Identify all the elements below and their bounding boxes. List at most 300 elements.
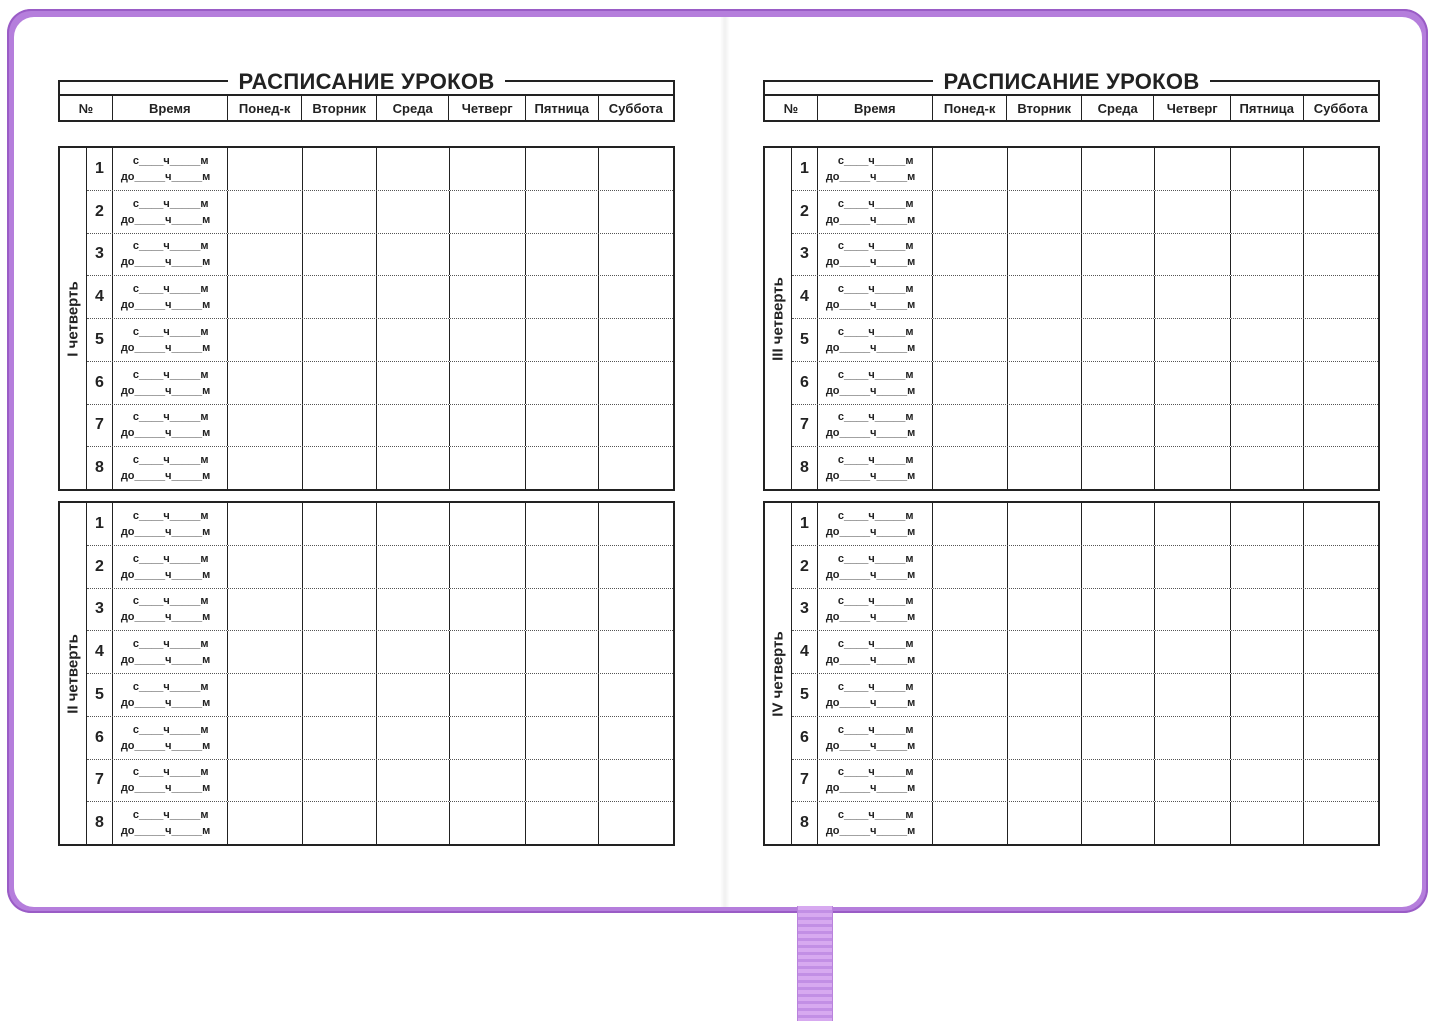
subject-cell[interactable] [1008, 503, 1082, 545]
subject-cell[interactable] [228, 319, 302, 361]
subject-cell[interactable] [526, 234, 599, 276]
subject-cell[interactable] [377, 447, 450, 489]
time-end: до_____ч_____м [120, 611, 211, 624]
time-field[interactable] [818, 148, 933, 190]
subject-cell[interactable] [1304, 760, 1378, 802]
time-field[interactable] [818, 631, 933, 673]
subject-cell[interactable] [450, 546, 526, 588]
time-start: с____ч_____м [837, 723, 914, 736]
time-field[interactable] [113, 191, 228, 233]
subject-cell[interactable] [1082, 503, 1155, 545]
subject-cell[interactable] [1082, 234, 1155, 276]
subject-cell[interactable] [377, 631, 450, 673]
lesson-number: 4 [792, 276, 818, 318]
subject-cell[interactable] [1008, 802, 1082, 844]
subject-cell[interactable] [1231, 589, 1304, 631]
subject-cell[interactable] [1304, 319, 1378, 361]
time-field[interactable] [113, 631, 228, 673]
subject-cell[interactable] [303, 148, 377, 190]
subject-cell[interactable] [1155, 405, 1231, 447]
time-field[interactable] [113, 362, 228, 404]
subject-cell[interactable] [526, 362, 599, 404]
subject-cell[interactable] [1304, 276, 1378, 318]
lesson-row [87, 760, 673, 803]
subject-cell[interactable] [1155, 362, 1231, 404]
time-start: с____ч_____м [837, 680, 914, 693]
subject-cell[interactable] [1082, 674, 1155, 716]
subject-cell[interactable] [933, 148, 1007, 190]
time-start: с____ч_____м [132, 368, 209, 381]
time-field[interactable] [818, 319, 933, 361]
subject-cell[interactable] [303, 503, 377, 545]
subject-cell[interactable] [1155, 503, 1231, 545]
subject-cell[interactable] [1155, 760, 1231, 802]
lesson-row [87, 234, 673, 277]
subject-cell[interactable] [1231, 234, 1304, 276]
subject-cell[interactable] [1082, 589, 1155, 631]
subject-cell[interactable] [1155, 717, 1231, 759]
subject-cell[interactable] [228, 234, 302, 276]
time-field[interactable] [113, 802, 228, 844]
time-field[interactable] [818, 405, 933, 447]
schedule-title-row [58, 70, 675, 94]
lesson-row [87, 405, 673, 448]
subject-cell[interactable] [599, 405, 673, 447]
lesson-number: 7 [792, 760, 818, 802]
subject-cell[interactable] [228, 405, 302, 447]
subject-cell[interactable] [303, 760, 377, 802]
time-field[interactable] [113, 276, 228, 318]
time-start: с____ч_____м [132, 509, 209, 522]
subject-cell[interactable] [526, 674, 599, 716]
subject-cell[interactable] [933, 447, 1007, 489]
subject-cell[interactable] [933, 276, 1007, 318]
subject-cell[interactable] [1008, 234, 1082, 276]
subject-cell[interactable] [526, 717, 599, 759]
subject-cell[interactable] [450, 234, 526, 276]
lesson-row [87, 148, 673, 191]
lesson-number: 4 [87, 276, 113, 318]
lesson-row [792, 148, 1378, 191]
subject-cell[interactable] [303, 319, 377, 361]
subject-cell[interactable] [1231, 503, 1304, 545]
subject-cell[interactable] [1304, 191, 1378, 233]
lesson-row [87, 589, 673, 632]
subject-cell[interactable] [228, 148, 302, 190]
subject-cell[interactable] [1304, 717, 1378, 759]
subject-cell[interactable] [1082, 148, 1155, 190]
time-field[interactable] [113, 148, 228, 190]
subject-cell[interactable] [228, 546, 302, 588]
time-start: с____ч_____м [837, 411, 914, 424]
quarter-label: II четверть [64, 633, 82, 714]
subject-cell[interactable] [303, 191, 377, 233]
subject-cell[interactable] [599, 589, 673, 631]
time-field[interactable] [113, 674, 228, 716]
subject-cell[interactable] [526, 802, 599, 844]
subject-cell[interactable] [1008, 319, 1082, 361]
subject-cell[interactable] [1231, 631, 1304, 673]
subject-cell[interactable] [1082, 760, 1155, 802]
lesson-row [792, 546, 1378, 589]
lesson-number: 4 [87, 631, 113, 673]
subject-cell[interactable] [1082, 191, 1155, 233]
subject-cell[interactable] [933, 405, 1007, 447]
subject-cell[interactable] [933, 802, 1007, 844]
time-end: до_____ч_____м [120, 782, 211, 795]
time-start: с____ч_____м [837, 240, 914, 253]
subject-cell[interactable] [450, 362, 526, 404]
subject-cell[interactable] [377, 234, 450, 276]
time-field[interactable] [113, 717, 228, 759]
subject-cell[interactable] [933, 546, 1007, 588]
subject-cell[interactable] [526, 447, 599, 489]
subject-cell[interactable] [1008, 546, 1082, 588]
time-start: с____ч_____м [132, 766, 209, 779]
time-start: с____ч_____м [837, 368, 914, 381]
time-field[interactable] [818, 276, 933, 318]
time-end: до_____ч_____м [120, 427, 211, 440]
time-field[interactable] [113, 589, 228, 631]
lesson-row [87, 802, 673, 844]
subject-cell[interactable] [526, 276, 599, 318]
schedule-header [763, 94, 1380, 122]
lesson-number: 6 [792, 362, 818, 404]
subject-cell[interactable] [1008, 148, 1082, 190]
subject-cell[interactable] [1231, 717, 1304, 759]
subject-cell[interactable] [1155, 447, 1231, 489]
quarter-label: I четверть [64, 280, 82, 357]
subject-cell[interactable] [599, 717, 673, 759]
subject-cell[interactable] [933, 717, 1007, 759]
subject-cell[interactable] [303, 802, 377, 844]
lesson-row [792, 405, 1378, 448]
subject-cell[interactable] [526, 631, 599, 673]
subject-cell[interactable] [1155, 148, 1231, 190]
subject-cell[interactable] [599, 674, 673, 716]
quarter-label-cell [60, 148, 87, 489]
time-field[interactable] [113, 405, 228, 447]
subject-cell[interactable] [1082, 802, 1155, 844]
time-end: до_____ч_____м [825, 341, 916, 354]
lesson-number: 3 [87, 589, 113, 631]
lesson-number: 1 [87, 148, 113, 190]
subject-cell[interactable] [1231, 546, 1304, 588]
quarter-block [763, 501, 1380, 846]
subject-cell[interactable] [450, 503, 526, 545]
lesson-row [87, 191, 673, 234]
subject-cell[interactable] [1304, 362, 1378, 404]
subject-cell[interactable] [450, 148, 526, 190]
subject-cell[interactable] [599, 319, 673, 361]
quarter-block [58, 501, 675, 846]
subject-cell[interactable] [303, 589, 377, 631]
subject-cell[interactable] [228, 362, 302, 404]
subject-cell[interactable] [377, 546, 450, 588]
lesson-row [792, 760, 1378, 803]
subject-cell[interactable] [1155, 234, 1231, 276]
subject-cell[interactable] [377, 717, 450, 759]
subject-cell[interactable] [303, 405, 377, 447]
subject-cell[interactable] [228, 447, 302, 489]
subject-cell[interactable] [526, 191, 599, 233]
subject-cell[interactable] [599, 148, 673, 190]
subject-cell[interactable] [450, 674, 526, 716]
subject-cell[interactable] [1231, 191, 1304, 233]
subject-cell[interactable] [1304, 148, 1378, 190]
subject-cell[interactable] [1008, 191, 1082, 233]
time-end: до_____ч_____м [120, 568, 211, 581]
subject-cell[interactable] [450, 276, 526, 318]
subject-cell[interactable] [228, 674, 302, 716]
subject-cell[interactable] [526, 546, 599, 588]
time-field[interactable] [818, 362, 933, 404]
subject-cell[interactable] [377, 191, 450, 233]
time-field[interactable] [818, 717, 933, 759]
subject-cell[interactable] [1008, 276, 1082, 318]
subject-cell[interactable] [1155, 191, 1231, 233]
subject-cell[interactable] [228, 276, 302, 318]
time-field[interactable] [113, 760, 228, 802]
subject-cell[interactable] [1008, 631, 1082, 673]
time-end: до_____ч_____м [825, 825, 916, 838]
subject-cell[interactable] [933, 674, 1007, 716]
lesson-row [792, 191, 1378, 234]
subject-cell[interactable] [1155, 589, 1231, 631]
subject-cell[interactable] [450, 447, 526, 489]
subject-cell[interactable] [1231, 802, 1304, 844]
time-start: с____ч_____м [132, 595, 209, 608]
subject-cell[interactable] [450, 760, 526, 802]
subject-cell[interactable] [1082, 362, 1155, 404]
subject-cell[interactable] [1008, 405, 1082, 447]
time-field[interactable] [818, 802, 933, 844]
time-end: до_____ч_____м [120, 470, 211, 483]
subject-cell[interactable] [599, 760, 673, 802]
subject-cell[interactable] [450, 631, 526, 673]
subject-cell[interactable] [1082, 276, 1155, 318]
subject-cell[interactable] [450, 589, 526, 631]
subject-cell[interactable] [933, 631, 1007, 673]
subject-cell[interactable] [303, 546, 377, 588]
subject-cell[interactable] [526, 405, 599, 447]
time-field[interactable] [818, 546, 933, 588]
header-cell-4: Среда [1082, 96, 1155, 120]
subject-cell[interactable] [1304, 546, 1378, 588]
subject-cell[interactable] [1082, 717, 1155, 759]
subject-cell[interactable] [228, 631, 302, 673]
header-cell-0: № [60, 96, 113, 120]
subject-cell[interactable] [303, 631, 377, 673]
subject-cell[interactable] [1008, 717, 1082, 759]
subject-cell[interactable] [526, 148, 599, 190]
time-end: до_____ч_____м [825, 782, 916, 795]
subject-cell[interactable] [1155, 319, 1231, 361]
time-field[interactable] [113, 234, 228, 276]
time-end: до_____ч_____м [825, 739, 916, 752]
subject-cell[interactable] [228, 760, 302, 802]
subject-cell[interactable] [933, 319, 1007, 361]
subject-cell[interactable] [1008, 589, 1082, 631]
subject-cell[interactable] [1231, 674, 1304, 716]
subject-cell[interactable] [377, 362, 450, 404]
subject-cell[interactable] [1082, 631, 1155, 673]
subject-cell[interactable] [599, 631, 673, 673]
subject-cell[interactable] [377, 319, 450, 361]
lesson-number: 1 [87, 503, 113, 545]
subject-cell[interactable] [1304, 674, 1378, 716]
time-end: до_____ч_____м [825, 568, 916, 581]
subject-cell[interactable] [1231, 148, 1304, 190]
subject-cell[interactable] [228, 503, 302, 545]
lesson-number: 5 [792, 319, 818, 361]
lesson-number: 1 [792, 503, 818, 545]
time-end: до_____ч_____м [825, 170, 916, 183]
subject-cell[interactable] [228, 589, 302, 631]
subject-cell[interactable] [526, 319, 599, 361]
subject-cell[interactable] [1008, 674, 1082, 716]
subject-cell[interactable] [933, 234, 1007, 276]
subject-cell[interactable] [1155, 546, 1231, 588]
subject-cell[interactable] [1304, 802, 1378, 844]
lesson-number: 7 [792, 405, 818, 447]
subject-cell[interactable] [1008, 362, 1082, 404]
subject-cell[interactable] [1231, 405, 1304, 447]
subject-cell[interactable] [377, 405, 450, 447]
subject-cell[interactable] [599, 234, 673, 276]
subject-cell[interactable] [303, 717, 377, 759]
subject-cell[interactable] [933, 503, 1007, 545]
quarter-label: III четверть [769, 276, 787, 361]
subject-cell[interactable] [933, 760, 1007, 802]
schedule-title: РАСПИСАНИЕ УРОКОВ [228, 69, 504, 94]
subject-cell[interactable] [1082, 447, 1155, 489]
time-end: до_____ч_____м [825, 427, 916, 440]
subject-cell[interactable] [228, 717, 302, 759]
subject-cell[interactable] [1082, 319, 1155, 361]
subject-cell[interactable] [599, 362, 673, 404]
time-field[interactable] [818, 674, 933, 716]
time-end: до_____ч_____м [825, 611, 916, 624]
subject-cell[interactable] [450, 191, 526, 233]
subject-cell[interactable] [1008, 760, 1082, 802]
time-end: до_____ч_____м [120, 299, 211, 312]
subject-cell[interactable] [377, 760, 450, 802]
header-cell-4: Среда [377, 96, 450, 120]
time-field[interactable] [818, 234, 933, 276]
lesson-number: 6 [792, 717, 818, 759]
subject-cell[interactable] [933, 589, 1007, 631]
subject-cell[interactable] [1231, 276, 1304, 318]
time-end: до_____ч_____м [825, 525, 916, 538]
lesson-number: 2 [87, 191, 113, 233]
subject-cell[interactable] [377, 802, 450, 844]
subject-cell[interactable] [377, 503, 450, 545]
subject-cell[interactable] [303, 362, 377, 404]
subject-cell[interactable] [1155, 802, 1231, 844]
subject-cell[interactable] [526, 589, 599, 631]
subject-cell[interactable] [303, 234, 377, 276]
time-field[interactable] [113, 319, 228, 361]
subject-cell[interactable] [228, 802, 302, 844]
subject-cell[interactable] [599, 276, 673, 318]
subject-cell[interactable] [1231, 362, 1304, 404]
subject-cell[interactable] [377, 276, 450, 318]
time-field[interactable] [113, 503, 228, 545]
lesson-row [87, 674, 673, 717]
subject-cell[interactable] [599, 802, 673, 844]
time-end: до_____ч_____м [825, 256, 916, 269]
subject-cell[interactable] [599, 503, 673, 545]
time-field[interactable] [818, 191, 933, 233]
time-field[interactable] [818, 589, 933, 631]
subject-cell[interactable] [1304, 503, 1378, 545]
subject-cell[interactable] [450, 717, 526, 759]
subject-cell[interactable] [526, 503, 599, 545]
subject-cell[interactable] [1304, 405, 1378, 447]
time-field[interactable] [113, 447, 228, 489]
time-field[interactable] [818, 447, 933, 489]
subject-cell[interactable] [1231, 447, 1304, 489]
subject-cell[interactable] [599, 447, 673, 489]
subject-cell[interactable] [1155, 276, 1231, 318]
subject-cell[interactable] [377, 674, 450, 716]
subject-cell[interactable] [1082, 405, 1155, 447]
subject-cell[interactable] [933, 191, 1007, 233]
time-start: с____ч_____м [837, 595, 914, 608]
subject-cell[interactable] [1304, 447, 1378, 489]
time-start: с____ч_____м [132, 638, 209, 651]
time-start: с____ч_____м [132, 809, 209, 822]
subject-cell[interactable] [303, 447, 377, 489]
subject-cell[interactable] [599, 546, 673, 588]
time-field[interactable] [113, 546, 228, 588]
lesson-number: 5 [792, 674, 818, 716]
lesson-row [87, 546, 673, 589]
lesson-number: 8 [87, 802, 113, 844]
subject-cell[interactable] [377, 589, 450, 631]
subject-cell[interactable] [1155, 674, 1231, 716]
subject-cell[interactable] [1008, 447, 1082, 489]
quarter-label-cell [765, 503, 792, 844]
lesson-number: 5 [87, 674, 113, 716]
subject-cell[interactable] [450, 319, 526, 361]
subject-cell[interactable] [1231, 760, 1304, 802]
lesson-row [87, 319, 673, 362]
subject-cell[interactable] [303, 674, 377, 716]
subject-cell[interactable] [450, 802, 526, 844]
time-end: до_____ч_____м [825, 696, 916, 709]
subject-cell[interactable] [1231, 319, 1304, 361]
subject-cell[interactable] [303, 276, 377, 318]
subject-cell[interactable] [1304, 631, 1378, 673]
subject-cell[interactable] [450, 405, 526, 447]
time-field[interactable] [818, 503, 933, 545]
subject-cell[interactable] [933, 362, 1007, 404]
quarter-label: IV четверть [769, 630, 787, 717]
subject-cell[interactable] [599, 191, 673, 233]
subject-cell[interactable] [1155, 631, 1231, 673]
subject-cell[interactable] [377, 148, 450, 190]
time-field[interactable] [818, 760, 933, 802]
time-start: с____ч_____м [132, 154, 209, 167]
subject-cell[interactable] [1082, 546, 1155, 588]
subject-cell[interactable] [1304, 589, 1378, 631]
header-cell-7: Суббота [1313, 100, 1368, 116]
subject-cell[interactable] [1304, 234, 1378, 276]
subject-cell[interactable] [526, 760, 599, 802]
subject-cell[interactable] [228, 191, 302, 233]
